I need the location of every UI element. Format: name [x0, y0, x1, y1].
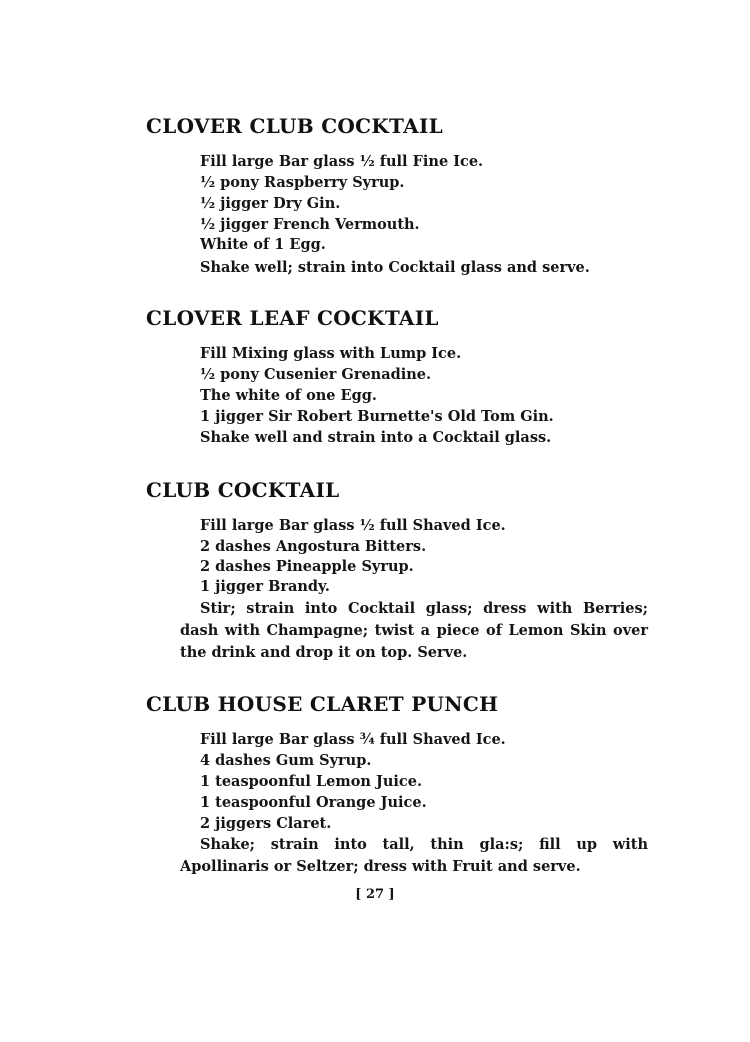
recipe-line: The white of one Egg. — [200, 387, 377, 404]
recipe-line: 1 teaspoonful Lemon Juice. — [200, 773, 423, 790]
recipe-line: 1 jigger Sir Robert Burnette's Old Tom Gin. — [200, 408, 554, 425]
recipe-line: 2 jiggers Claret. — [200, 815, 332, 832]
recipe-line: Fill large Bar glass ¾ full Shaved Ice. — [200, 731, 506, 748]
recipe-line: 1 jigger Brandy. — [200, 578, 330, 595]
recipe-line: Shake well; strain into Cocktail glass and serve. — [200, 259, 590, 276]
recipe-instructions: Stir; strain into Cocktail glass; dress with Berries; dash with Champagne; twist a piece of Lemon Skin over the drink and drop it on top. Serve. — [180, 600, 648, 661]
recipe-title: CLUB HOUSE CLARET PUNCH — [146, 692, 499, 716]
recipe-line: 4 dashes Gum Syrup. — [200, 752, 372, 769]
recipe-line: 1 teaspoonful Orange Juice. — [200, 794, 427, 811]
recipe-line: Fill large Bar glass ½ full Shaved Ice. — [200, 517, 506, 534]
recipe-title: CLUB COCKTAIL — [146, 478, 340, 502]
recipe-line: Shake well and strain into a Cocktail glass. — [200, 429, 552, 446]
recipe-line: ½ jigger French Vermouth. — [200, 216, 420, 233]
recipe-line: 2 dashes Angostura Bitters. — [200, 538, 427, 555]
recipe-line: White of 1 Egg. — [200, 236, 326, 253]
recipe-title: CLOVER CLUB COCKTAIL — [146, 114, 443, 138]
recipe-line: ½ pony Raspberry Syrup. — [200, 174, 405, 191]
recipe-line: Fill Mixing glass with Lump Ice. — [200, 345, 462, 362]
recipe-line: ½ jigger Dry Gin. — [200, 195, 341, 212]
recipe-line: Fill large Bar glass ½ full Fine Ice. — [200, 153, 484, 170]
recipe-title: CLOVER LEAF COCKTAIL — [146, 306, 439, 330]
page-number: [ 27 ] — [355, 887, 395, 902]
recipe-line: 2 dashes Pineapple Syrup. — [200, 558, 414, 575]
recipe-line: ½ pony Cusenier Grenadine. — [200, 366, 432, 383]
recipe-instructions: Shake; strain into tall, thin gla:s; fill up with Apollinaris or Seltzer; dress with Fruit and serve. — [180, 836, 648, 875]
